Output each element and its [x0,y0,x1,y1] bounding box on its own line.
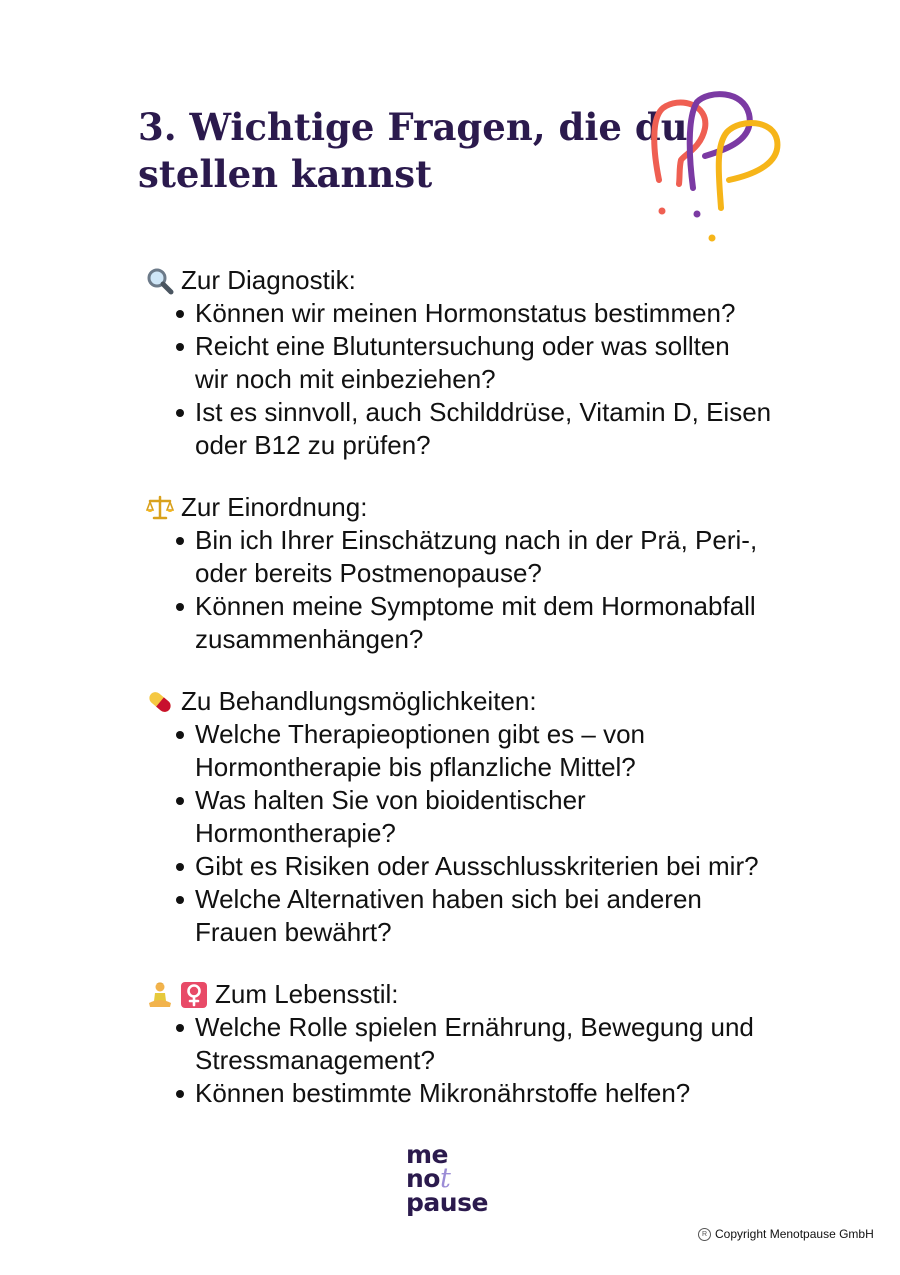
list-item-line: oder B12 zu prüfen? [195,430,431,460]
list-item-line: Welche Alternativen haben sich bei anderen [195,884,702,914]
list-item [145,524,825,590]
section-heading [145,685,825,718]
list-item [145,590,825,656]
list-item-line: Ist es sinnvoll, auch Schilddrüse, Vitamin D, Eisen [195,397,772,427]
section-heading [145,491,825,524]
copyright-notice [698,1226,874,1242]
question-list [145,718,825,949]
yellow-dot [709,235,716,242]
list-item-line: Können wir meinen Hormonstatus bestimmen? [195,298,736,328]
section-heading-text: Zu Behandlungsmöglichkeiten: [181,686,537,716]
question-marks-illustration [645,88,795,248]
section-heading-text: Zur Einordnung: [181,492,368,522]
list-item-line: Welche Therapieoptionen gibt es – von [195,719,646,749]
red-dot [659,208,666,215]
section-heading-text: Zur Diagnostik: [181,265,356,295]
female-sign-icon [179,980,209,1010]
question-list [145,297,825,462]
copyright-text: Copyright Menotpause GmbH [715,1227,874,1241]
purple-dot [694,211,701,218]
section-behandlung [145,685,825,949]
red-question-mark [654,102,705,184]
logo-t: t [439,1163,451,1194]
list-item-line: Was halten Sie von bioidentischer [195,785,586,815]
logo-line-1: me [406,1140,449,1169]
section-heading [145,264,825,297]
list-item [145,850,825,883]
registered-icon: R [698,1228,711,1241]
list-item-line: Hormontherapie? [195,818,396,848]
logo-no: no [406,1164,440,1193]
pill-icon [145,687,175,717]
list-item [145,297,825,330]
list-item-line: Reicht eine Blutuntersuchung oder was sollten [195,331,730,361]
list-item-line: Gibt es Risiken oder Ausschlusskriterien bei mir? [195,851,759,881]
logo-line-3: pause [406,1188,488,1217]
list-item [145,396,825,462]
question-list [145,1011,825,1110]
list-item-line: Stressmanagement? [195,1045,435,1075]
list-item-line: zusammenhängen? [195,624,424,654]
section-diagnostik [145,264,825,462]
list-item [145,1011,825,1077]
list-item-line: Bin ich Ihrer Einschätzung nach in der Prä, Peri-, [195,525,758,555]
magnifying-glass-icon [145,266,175,296]
section-lebensstil [145,978,825,1110]
list-item-line: wir noch mit einbeziehen? [195,364,496,394]
list-item [145,883,825,949]
list-item [145,718,825,784]
section-heading [145,978,825,1011]
yellow-question-mark [719,123,778,208]
page-title [138,104,688,198]
woman-meditating-icon [145,980,175,1010]
question-list [145,524,825,656]
list-item-line: Welche Rolle spielen Ernährung, Bewegung und [195,1012,754,1042]
list-item [145,1077,825,1110]
menotpause-logo [406,1140,506,1217]
section-einordnung [145,491,825,656]
list-item [145,784,825,850]
list-item-line: oder bereits Postmenopause? [195,558,542,588]
page-title-line-2: stellen kannst [138,152,433,196]
balance-scale-icon [145,493,175,523]
list-item-line: Können meine Symptome mit dem Hormonabfall [195,591,756,621]
list-item-line: Können bestimmte Mikronährstoffe helfen? [195,1078,691,1108]
list-item-line: Frauen bewährt? [195,917,392,947]
list-item-line: Hormontherapie bis pflanzliche Mittel? [195,752,636,782]
list-item [145,330,825,396]
page-title-line-1: 3. Wichtige Fragen, die du [138,105,688,149]
section-heading-text: Zum Lebensstil: [215,979,399,1009]
